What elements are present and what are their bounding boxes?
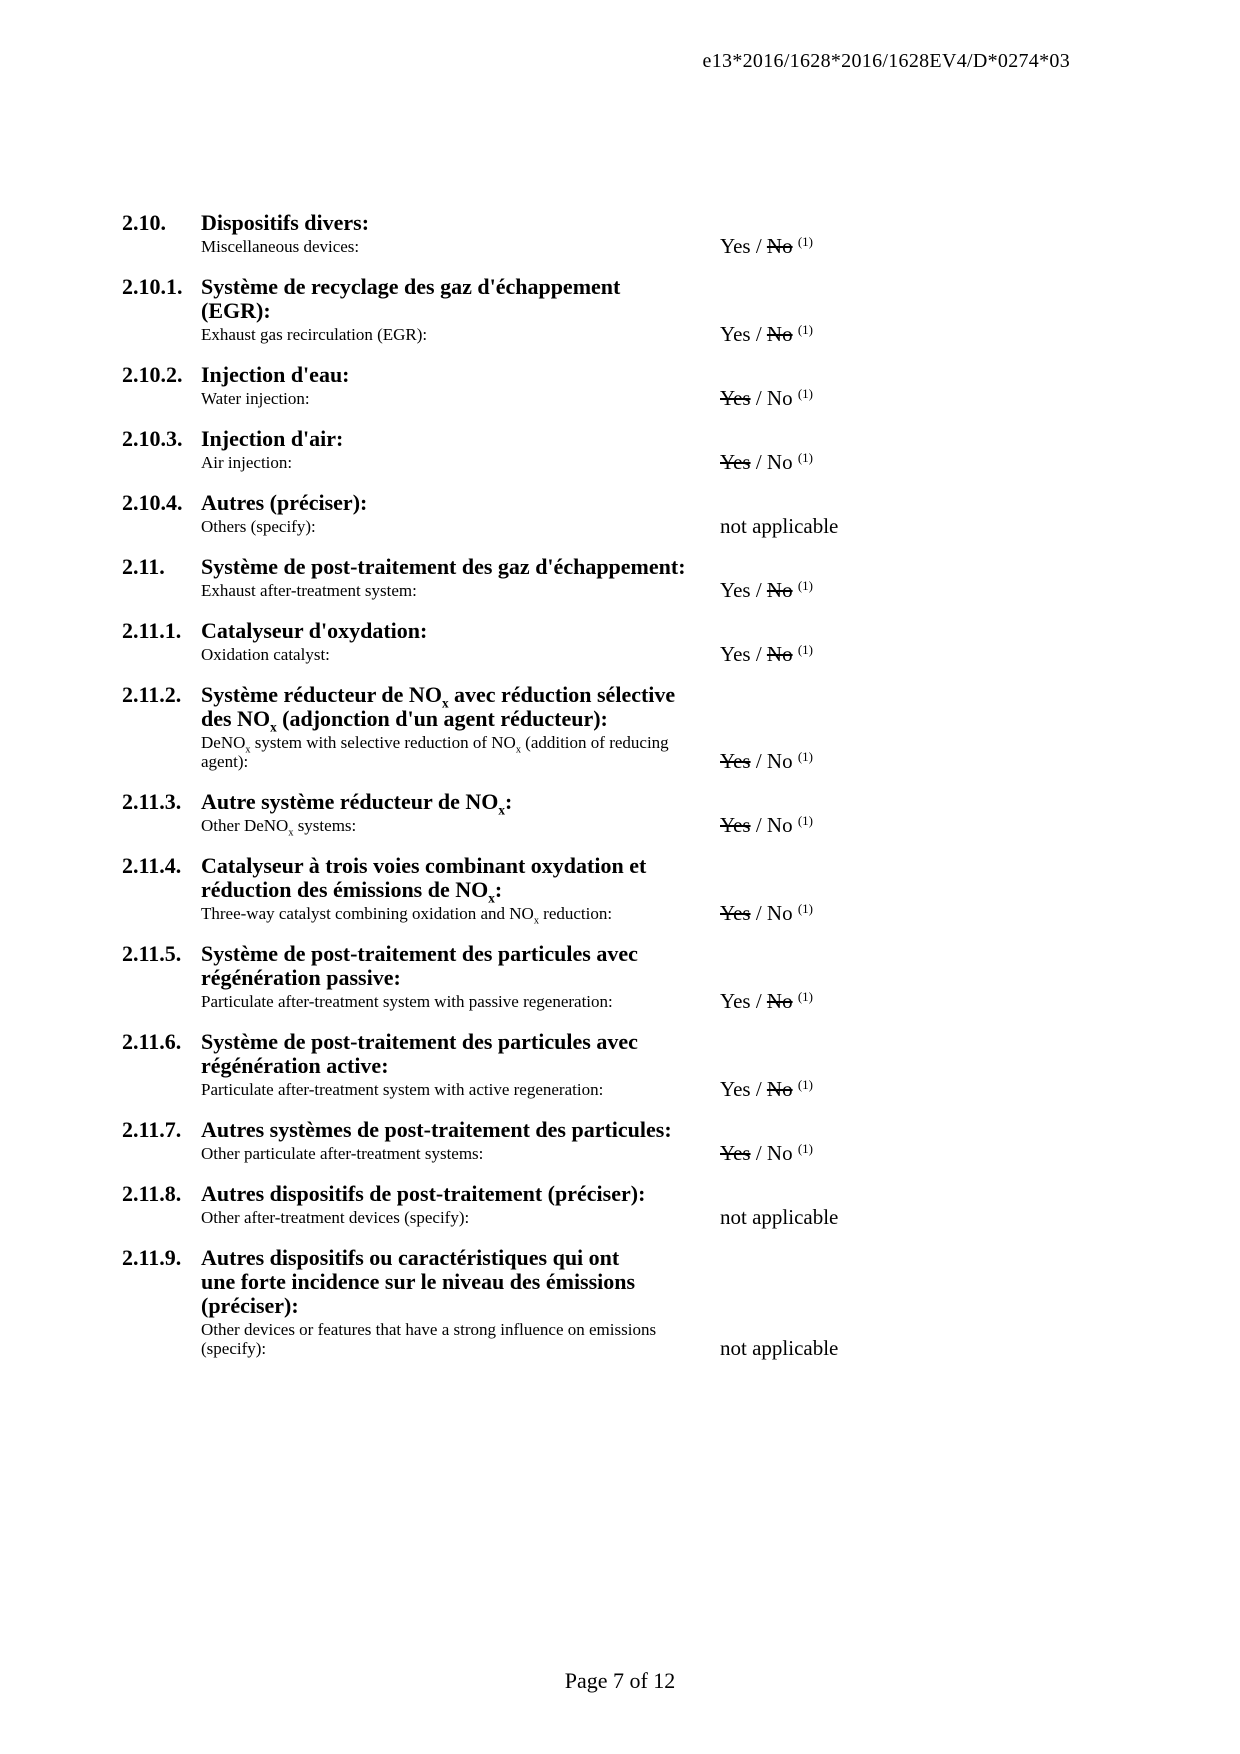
section-number: 2.10.2. (122, 362, 183, 387)
section-text (201, 363, 720, 408)
section-number: 2.11.9. (122, 1245, 182, 1270)
section-text (201, 427, 720, 472)
answer-yes: Yes (720, 450, 751, 474)
footnote-ref: (1) (797, 234, 813, 249)
section-number: 2.11.2. (122, 682, 182, 707)
answer-no: No (766, 749, 793, 773)
section-row (122, 619, 1072, 664)
subtitle-line: DeNO$_x$ system with selective reduction of $NO_x$ (addition of reducing (201, 733, 669, 756)
section-text (201, 555, 720, 600)
section-title-en (201, 645, 720, 664)
answer-no: No (766, 386, 793, 410)
section-title-en (201, 1080, 720, 1099)
answer-no: No (766, 813, 793, 837)
section-answer: not applicable (720, 1336, 839, 1360)
title-line: (préciser): (201, 1293, 299, 1318)
answer-yes: Yes (720, 813, 751, 837)
subtitle-line: Three-way catalyst combining oxidation and $NO_x$ reduction: (201, 904, 613, 927)
footnote-ref: (1) (797, 749, 813, 764)
section-answer: Yes / No $^{(1)}$ (720, 1077, 813, 1101)
answer-no: No (766, 901, 793, 925)
section-title-en (201, 733, 720, 771)
section-title-en (201, 325, 720, 344)
subtitle-line: Other after-treatment devices (specify): (201, 1208, 470, 1227)
section-answer: not applicable (720, 514, 839, 538)
section-title-fr (201, 1118, 720, 1142)
section-row (122, 789, 1072, 839)
answer-no: No (766, 1141, 793, 1165)
answer-yes: Yes (720, 1141, 751, 1165)
title-line: Injection d'air: (201, 426, 344, 451)
section-title-en (201, 816, 720, 839)
title-line: une forte incidence sur le niveau des émissions (201, 1269, 636, 1294)
section-title-en (201, 1320, 720, 1358)
section-title-en (201, 904, 720, 927)
section-title-en (201, 992, 720, 1011)
answer-no: No (766, 1077, 793, 1101)
section-row (122, 363, 1072, 408)
answer-yes: Yes (720, 234, 751, 258)
section-title-fr (201, 619, 720, 643)
section-answer: Yes / No $^{(1)}$ (720, 1141, 813, 1165)
section-answer: Yes / No $^{(1)}$ (720, 642, 813, 666)
subscript: x (533, 915, 539, 927)
section-answer: Yes / No $^{(1)}$ (720, 813, 813, 837)
title-line: Catalyseur d'oxydation: (201, 618, 428, 643)
title-line: régénération passive: (201, 965, 401, 990)
footnote-ref: (1) (797, 901, 813, 916)
title-line: Autres dispositifs ou caractéristiques qui ont (201, 1245, 620, 1270)
title-line: Système de post-traitement des gaz d'échappement: (201, 554, 686, 579)
title-line: Système réducteur de $NO_x$ avec réduction sélective (201, 682, 676, 711)
section-number: 2.11.8. (122, 1181, 182, 1206)
section-title-en (201, 517, 720, 536)
section-number: 2.10. (122, 210, 166, 235)
section-title-en (201, 237, 720, 256)
section-title-fr (201, 682, 720, 735)
footnote-ref: (1) (797, 1077, 813, 1092)
answer-yes: Yes (720, 749, 751, 773)
section-number: 2.11.5. (122, 941, 182, 966)
subtitle-line: Miscellaneous devices: (201, 237, 360, 256)
section-answer: Yes / No $^{(1)}$ (720, 989, 813, 1013)
section-number: 2.11.4. (122, 853, 182, 878)
title-line: régénération active: (201, 1053, 389, 1078)
approval-number: e13*2016/1628*2016/1628EV4/D*0274*03 (702, 50, 1070, 72)
section-row (122, 942, 1072, 1011)
section-title-fr (201, 555, 720, 579)
answer-yes: Yes (720, 1077, 751, 1101)
title-line: réduction des émissions de $NO_x$: (201, 877, 503, 906)
section-title-fr (201, 427, 720, 451)
section-title-fr (201, 491, 720, 515)
section-row (122, 1030, 1072, 1099)
section-text (201, 211, 720, 256)
subtitle-line: Other devices or features that have a strong influence on emissions (201, 1320, 657, 1339)
section-text (201, 683, 720, 771)
section-title-fr (201, 363, 720, 387)
subscript: x (498, 802, 505, 818)
section-answer: Yes / No $^{(1)}$ (720, 901, 813, 925)
section-number: 2.11.7. (122, 1117, 182, 1142)
section-number: 2.10.1. (122, 274, 183, 299)
title-line: Catalyseur à trois voies combinant oxydation et (201, 853, 647, 878)
section-answer: not applicable (720, 1205, 839, 1229)
section-title-fr (201, 211, 720, 235)
page-number: Page 7 of 12 (564, 1668, 676, 1693)
title-line: Autres systèmes de post-traitement des particules: (201, 1117, 672, 1142)
subtitle-line: Particulate after-treatment system with active regeneration: (201, 1080, 604, 1099)
section-row (122, 275, 1072, 344)
section-title-en (201, 453, 720, 472)
section-title-fr (201, 1246, 720, 1318)
subtitle-line: Oxidation catalyst: (201, 645, 330, 664)
section-answer: Yes / No $^{(1)}$ (720, 450, 813, 474)
section-row (122, 427, 1072, 472)
section-title-en (201, 1208, 720, 1227)
title-line: Autre système réducteur de $NO_x$: (201, 789, 513, 818)
subtitle-line: (specify): (201, 1339, 267, 1358)
section-row (122, 1118, 1072, 1163)
footnote-ref: (1) (797, 322, 813, 337)
section-row (122, 683, 1072, 771)
section-row (122, 853, 1072, 927)
section-title-en (201, 389, 720, 408)
section-row (122, 1246, 1072, 1358)
section-number: 2.11.3. (122, 789, 182, 814)
section-text (201, 1118, 720, 1163)
section-answer: Yes / No $^{(1)}$ (720, 386, 813, 410)
title-line: Autres dispositifs de post-traitement (préciser): (201, 1181, 646, 1206)
section-row (122, 1182, 1072, 1227)
subscript: x (441, 695, 449, 711)
footnote-ref: (1) (797, 450, 813, 465)
answer-no: No (766, 989, 793, 1013)
answer-yes: Yes (720, 901, 751, 925)
footnote-ref: (1) (797, 642, 813, 657)
subtitle-line: Other DeNO$_x$ systems: (201, 816, 357, 839)
section-title-en (201, 1144, 720, 1163)
section-text (201, 1182, 720, 1227)
answer-yes: Yes (720, 642, 751, 666)
subtitle-line: Exhaust gas recirculation (EGR): (201, 325, 428, 344)
section-answer: Yes / No $^{(1)}$ (720, 234, 813, 258)
title-line: Dispositifs divers: (201, 210, 370, 235)
answer-no: No (766, 578, 793, 602)
subscript: x (245, 744, 251, 756)
title-line: Système de post-traitement des particules avec (201, 941, 638, 966)
subscript: x (488, 890, 495, 906)
section-row (122, 491, 1072, 536)
section-text (201, 1246, 720, 1358)
section-text (201, 789, 720, 839)
section-number: 2.11.1. (122, 618, 182, 643)
answer-no: No (766, 450, 793, 474)
section-number: 2.10.3. (122, 426, 183, 451)
footnote-ref: (1) (797, 813, 813, 828)
section-text (201, 275, 720, 344)
answer-no: No (766, 322, 793, 346)
answer-yes: Yes (720, 386, 751, 410)
answer-yes: Yes (720, 578, 751, 602)
section-text (201, 853, 720, 927)
section-row (122, 555, 1072, 600)
subtitle-line: Other particulate after-treatment systems: (201, 1144, 484, 1163)
subtitle-line: Others (specify): (201, 517, 316, 536)
section-title-fr (201, 853, 720, 906)
title-line: des $NO_x$ (adjonction d'un agent réducteur): (201, 706, 608, 735)
title-line: Autres (préciser): (201, 490, 368, 515)
section-text (201, 1030, 720, 1099)
section-text (201, 619, 720, 664)
section-title-fr (201, 1182, 720, 1206)
subtitle-line: Water injection: (201, 389, 310, 408)
section-title-fr (201, 942, 720, 990)
subtitle-line: Air injection: (201, 453, 293, 472)
section-row (122, 211, 1072, 256)
section-answer: Yes / No $^{(1)}$ (720, 322, 813, 346)
footnote-ref: (1) (797, 1141, 813, 1156)
subscript: x (270, 719, 277, 735)
answer-yes: Yes (720, 989, 751, 1013)
subscript: x (288, 827, 294, 839)
title-line: (EGR): (201, 298, 271, 323)
section-text (201, 491, 720, 536)
title-line: Système de post-traitement des particules avec (201, 1029, 638, 1054)
section-text (201, 942, 720, 1011)
subtitle-line: agent): (201, 752, 249, 771)
section-title-fr (201, 1030, 720, 1078)
section-title-fr (201, 275, 720, 323)
subscript: x (515, 744, 521, 756)
title-line: Injection d'eau: (201, 362, 350, 387)
section-number: 2.11.6. (122, 1029, 182, 1054)
footnote-ref: (1) (797, 989, 813, 1004)
footnote-ref: (1) (797, 578, 813, 593)
section-answer: Yes / No $^{(1)}$ (720, 749, 813, 773)
section-title-fr (201, 789, 720, 818)
title-line: Système de recyclage des gaz d'échappement (201, 274, 621, 299)
subtitle-line: Particulate after-treatment system with passive regeneration: (201, 992, 613, 1011)
section-number: 2.10.4. (122, 490, 183, 515)
section-number: 2.11. (122, 554, 165, 579)
section-title-en (201, 581, 720, 600)
answer-yes: Yes (720, 322, 751, 346)
answer-no: No (766, 234, 793, 258)
footnote-ref: (1) (797, 386, 813, 401)
subtitle-line: Exhaust after-treatment system: (201, 581, 417, 600)
answer-no: No (766, 642, 793, 666)
sections-list (122, 211, 1072, 1377)
section-answer: Yes / No $^{(1)}$ (720, 578, 813, 602)
